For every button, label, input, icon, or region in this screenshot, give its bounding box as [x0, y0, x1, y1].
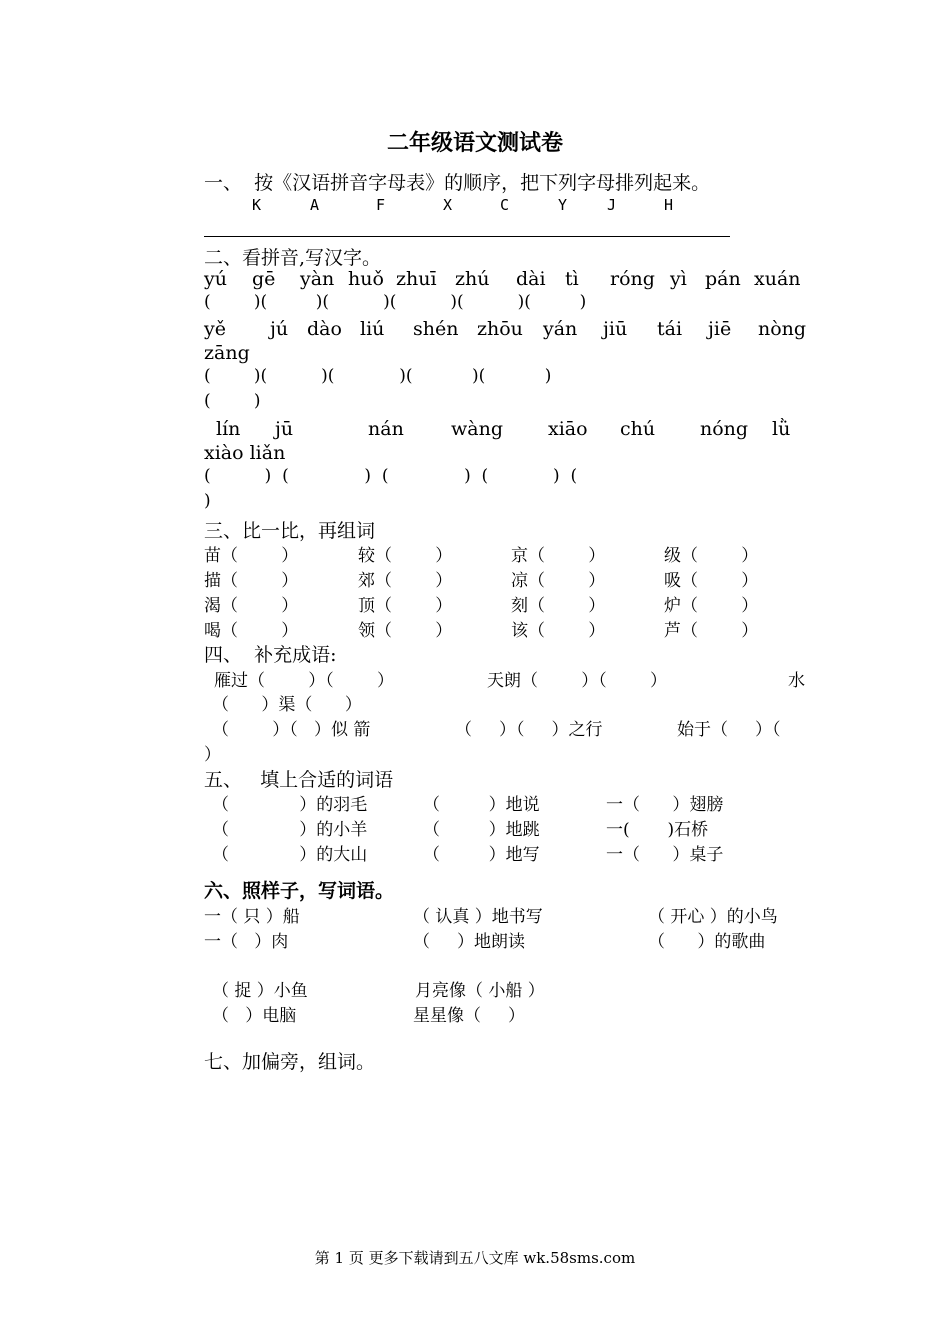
pinyin: xiào liǎn: [204, 442, 286, 464]
pinyin: yì: [670, 268, 687, 290]
fill-item[interactable]: （ ）的羽毛: [212, 795, 368, 815]
example-item: 一（ 只 ）船: [204, 907, 300, 927]
section-4-heading: 四、 补充成语:: [204, 644, 337, 666]
pinyin: tì: [565, 268, 579, 290]
letter: X: [443, 196, 453, 214]
example-item: （ 认真 ）地书写: [413, 907, 543, 927]
compare-item[interactable]: 渴（ ）: [204, 596, 299, 616]
pinyin: shén: [413, 318, 459, 340]
letter: H: [664, 196, 674, 214]
section-1-heading: 一、 按《汉语拼音字母表》的顺序，把下列字母排列起来。: [204, 172, 711, 194]
pinyin: xiāo: [548, 418, 588, 440]
compare-item[interactable]: 顶（ ）: [358, 596, 453, 616]
compare-item[interactable]: 该（ ）: [511, 621, 606, 641]
pinyin: jiē: [708, 318, 732, 340]
letter: J: [607, 196, 617, 214]
pinyin: huǒ: [348, 268, 384, 290]
pinyin: yán: [543, 318, 578, 340]
compare-item[interactable]: 刻（ ）: [511, 596, 606, 616]
fill-item[interactable]: 一( )石桥: [606, 820, 709, 840]
letter: A: [310, 196, 320, 214]
example-item: （ 开心 ）的小鸟: [648, 907, 778, 927]
pinyin: nán: [368, 418, 404, 440]
compare-item[interactable]: 炉（ ）: [664, 596, 759, 616]
fill-item[interactable]: 一（ ）桌子: [606, 845, 724, 865]
example-item[interactable]: （ ）地朗读: [413, 932, 526, 952]
pinyin: nóng: [700, 418, 749, 440]
compare-item[interactable]: 京（ ）: [511, 546, 606, 566]
letter: K: [252, 196, 262, 214]
idiom-item[interactable]: （ ）（ ）似 箭: [212, 720, 371, 740]
letter: C: [500, 196, 510, 214]
fill-item[interactable]: （ ）地跳: [423, 820, 540, 840]
pinyin: zhuī: [396, 268, 437, 290]
idiom-item[interactable]: 天朗（ ）（ ）: [487, 671, 667, 691]
letter: Y: [558, 196, 568, 214]
compare-item[interactable]: 芦（ ）: [664, 621, 759, 641]
compare-item[interactable]: 吸（ ）: [664, 571, 759, 591]
pinyin: róng: [610, 268, 655, 290]
pinyin: jiū: [603, 318, 628, 340]
fill-item[interactable]: （ ）的大山: [212, 845, 368, 865]
idiom-item[interactable]: （ ）渠（ ）: [212, 695, 362, 715]
fill-item[interactable]: （ ）的小羊: [212, 820, 368, 840]
section-2-heading: 二、看拼音,写汉字。: [204, 247, 382, 269]
answer-brackets[interactable]: ): [204, 491, 211, 511]
pinyin: zhōu: [477, 318, 523, 340]
answer-brackets[interactable]: ( ) ( ) ( ) ( ) (: [204, 466, 578, 486]
section-7-heading: 七、加偏旁，组词。: [204, 1051, 376, 1073]
idiom-item[interactable]: 雁过（ ）（ ）: [214, 671, 394, 691]
section-3-heading: 三、比一比，再组词: [204, 520, 376, 542]
pinyin: xuán: [754, 268, 801, 290]
pinyin: yú: [204, 268, 227, 290]
answer-brackets[interactable]: ( ): [204, 391, 261, 411]
idiom-item[interactable]: 水: [788, 671, 805, 691]
letter: F: [376, 196, 386, 214]
section-5-heading: 五、 填上合适的词语: [204, 769, 394, 791]
fill-item[interactable]: （ ）地写: [423, 845, 540, 865]
pinyin: liú: [360, 318, 385, 340]
pinyin: dào: [307, 318, 342, 340]
pinyin: tái: [657, 318, 683, 340]
example-item: 月亮像（ 小船 ）: [415, 981, 545, 1001]
compare-item[interactable]: 郊（ ）: [358, 571, 453, 591]
pinyin: jú: [270, 318, 289, 340]
pinyin: zhú: [455, 268, 490, 290]
idiom-item[interactable]: 始于（ ）（: [677, 720, 781, 740]
fill-item[interactable]: （ ）地说: [423, 795, 540, 815]
fill-item[interactable]: 一（ ）翅膀: [606, 795, 724, 815]
compare-item[interactable]: 级（ ）: [664, 546, 759, 566]
pinyin: jū: [275, 418, 294, 440]
section-6-heading: 六、照样子，写词语。: [204, 880, 395, 902]
example-item[interactable]: 星星像（ ）: [413, 1006, 526, 1026]
pinyin: dài: [516, 268, 546, 290]
pinyin: yàn: [300, 268, 335, 290]
pinyin: pán: [705, 268, 741, 290]
answer-brackets[interactable]: ( )( )( )( )( )( ): [204, 292, 587, 312]
page-title: 二年级语文测试卷: [386, 131, 563, 156]
pinyin: zāng: [204, 342, 250, 364]
pinyin: chú: [620, 418, 656, 440]
pinyin: yě: [204, 318, 226, 340]
pinyin: gē: [252, 268, 276, 290]
idiom-item[interactable]: ）: [204, 745, 221, 765]
compare-item[interactable]: 苗（ ）: [204, 546, 299, 566]
compare-item[interactable]: 领（ ）: [358, 621, 453, 641]
pinyin: lǜ: [772, 418, 791, 440]
example-item[interactable]: 一（ ）肉: [204, 932, 289, 952]
pinyin: wàng: [451, 418, 503, 440]
pinyin: lín: [216, 418, 241, 440]
compare-item[interactable]: 喝（ ）: [204, 621, 299, 641]
idiom-item[interactable]: （ ）（ ）之行: [455, 720, 603, 740]
answer-brackets[interactable]: ( )( )( )( )( ): [204, 366, 552, 386]
page-footer: 第 1 页 更多下载请到五八文库 wk.58sms.com: [314, 1249, 636, 1267]
example-item[interactable]: （ ）的歌曲: [648, 932, 766, 952]
example-item: （ 捉 ）小鱼: [212, 981, 308, 1001]
compare-item[interactable]: 描（ ）: [204, 571, 299, 591]
compare-item[interactable]: 较（ ）: [358, 546, 453, 566]
example-item[interactable]: （ ）电脑: [212, 1006, 297, 1026]
pinyin: nòng: [758, 318, 807, 340]
compare-item[interactable]: 凉（ ）: [511, 571, 606, 591]
answer-line[interactable]: [204, 236, 730, 237]
